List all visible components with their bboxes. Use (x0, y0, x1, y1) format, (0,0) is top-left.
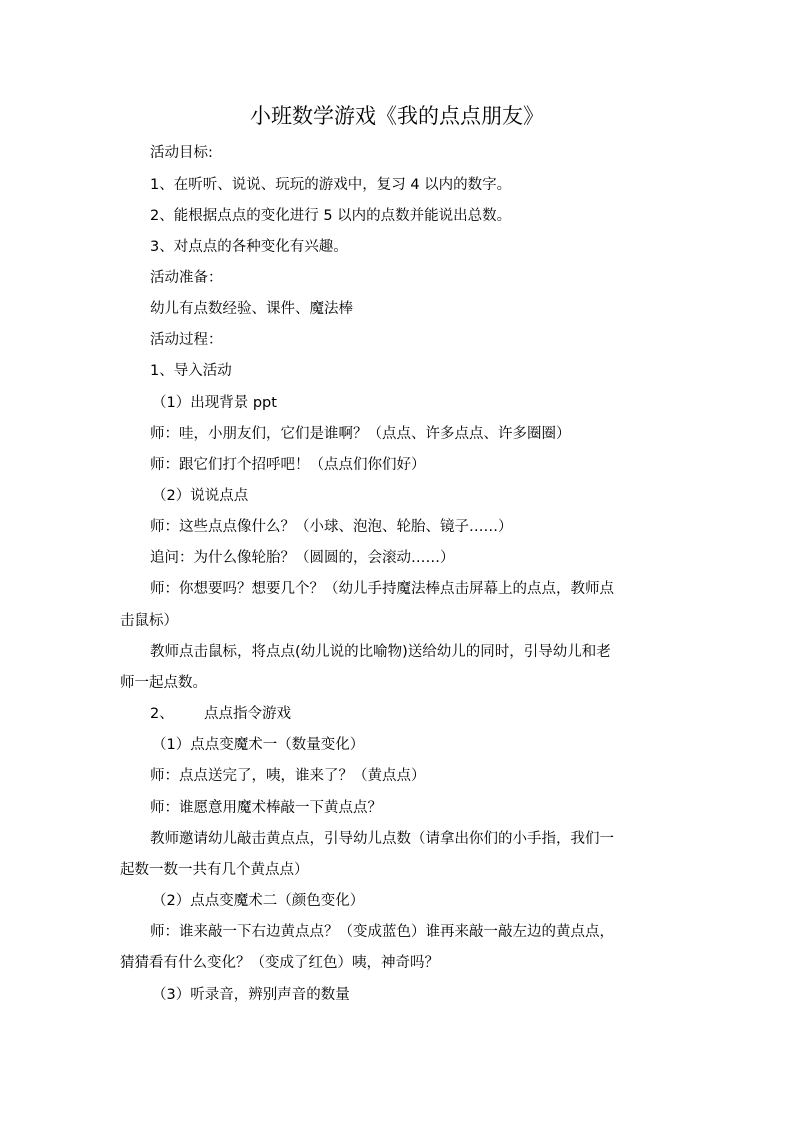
paragraph-line: 师：你想要吗？想要几个？（幼儿手持魔法棒点击屏幕上的点点，教师点 (150, 581, 614, 597)
paragraph-line: 师一起点数。 (120, 675, 207, 691)
step-heading-2 (150, 703, 291, 725)
substep-2-1: （1）点点变魔术一（数量变化） (152, 737, 365, 753)
paragraph-line: 教师点击鼠标，将点点(幼儿说的比喻物)送给幼儿的同时，引导幼儿和老 (150, 644, 611, 660)
paragraph-line: 师：跟它们打个招呼吧！（点点们你们好） (150, 457, 426, 473)
section-heading-process: 活动过程： (150, 332, 223, 348)
paragraph-line: 师：这些点点像什么？（小球、泡泡、轮胎、镜子……） (150, 519, 513, 535)
section-heading-goals: 活动目标: (150, 145, 213, 161)
goal-item-1: 1、在听听、说说、玩玩的游戏中，复习 4 以内的数字。 (150, 177, 512, 193)
substep-1-1: （1）出现背景 ppt (152, 395, 277, 411)
paragraph-line: 击鼠标） (120, 613, 178, 629)
paragraph-line: 师：点点送完了，咦，谁来了？（黄点点） (150, 768, 426, 784)
document-title: 小班数学游戏《我的点点朋友》 (250, 104, 544, 128)
paragraph-line: 师：哇，小朋友们，它们是谁啊？（点点、许多点点、许多圈圈） (150, 426, 571, 442)
paragraph-line: 师：谁愿意用魔术棒敲一下黄点点？ (150, 800, 382, 816)
substep-2-3: （3）听录音，辨别声音的数量 (152, 987, 350, 1003)
substep-2-2: （2）点点变魔术二（颜色变化） (152, 893, 365, 909)
preparation-text: 幼儿有点数经验、课件、魔法棒 (150, 301, 353, 317)
goal-item-2: 2、能根据点点的变化进行 5 以内的点数并能说出总数。 (150, 208, 512, 224)
paragraph-line: 师：谁来敲一下右边黄点点？（变成蓝色）谁再来敲一敲左边的黄点点， (150, 924, 614, 940)
paragraph-line: 猜猜看有什么变化？（变成了红色）咦，神奇吗？ (120, 955, 439, 971)
section-heading-preparation: 活动准备： (150, 270, 223, 286)
substep-1-2: （2）说说点点 (152, 488, 249, 504)
step-heading-1: 1、导入活动 (150, 363, 232, 379)
step-title-2: 点点指令游戏 (204, 706, 291, 722)
paragraph-line: 教师邀请幼儿敲击黄点点，引导幼儿点数（请拿出你们的小手指，我们一 (150, 831, 614, 847)
goal-item-3: 3、对点点的各种变化有兴趣。 (150, 239, 348, 255)
paragraph-line: 起数一数一共有几个黄点点） (120, 862, 309, 878)
paragraph-line: 追问：为什么像轮胎？（圆圆的，会滚动……） (150, 550, 455, 566)
step-number-2: 2、 (150, 706, 174, 722)
